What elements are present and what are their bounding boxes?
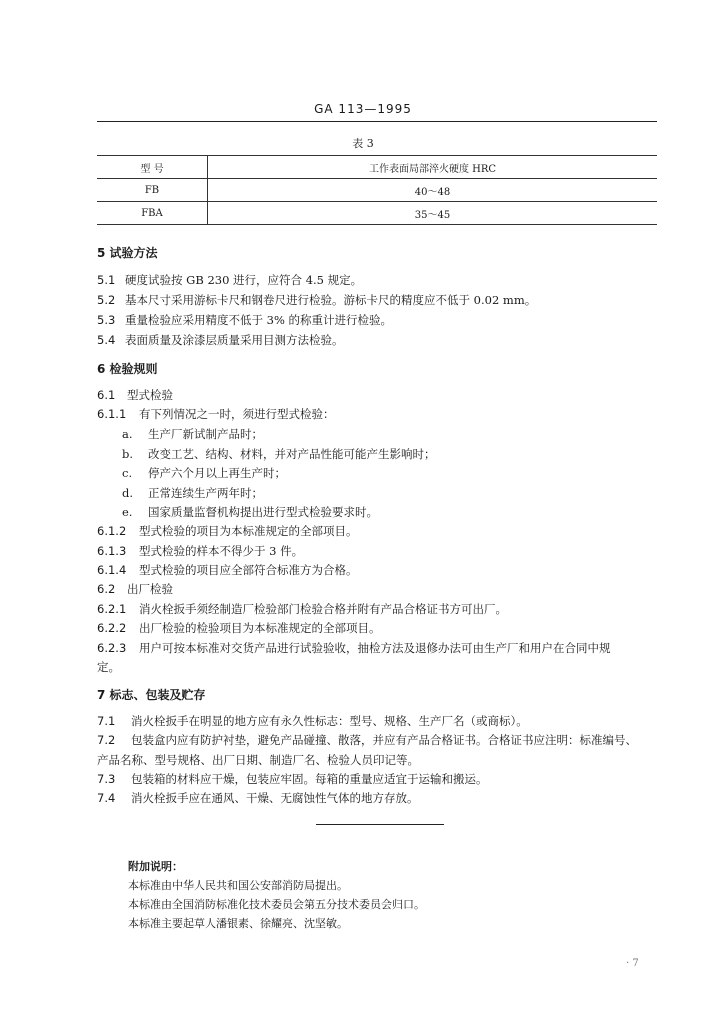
note-line: 本标准由中华人民共和国公安部消防局提出。 (128, 879, 348, 892)
note-line: 本标准由全国消防标准化技术委员会第五分技术委员会归口。 (128, 898, 425, 911)
list-item: a. 生产厂新试制产品时； (122, 427, 263, 441)
list-item: c. 停产六个月以上再生产时； (122, 466, 286, 480)
table-caption: 表 3 (352, 137, 374, 150)
clause-6-2-1: 6.2.1 消火栓扳手须经制造厂检验部门检验合格并附有产品合格证书方可出厂。 (97, 602, 507, 616)
clause-6-2-3: 6.2.3 用户可按本标准对交货产品进行试验验收，抽检方法及退修办法可由生产厂和用户在合同中规 (97, 641, 611, 655)
notes-title: 附加说明： (128, 860, 183, 873)
page-header: GA 113—1995 (314, 102, 412, 116)
table-header-row (97, 156, 657, 179)
clause-7-2: 7.2 包装盒内应有防护衬垫，避免产品碰撞、散落，并应有产品合格证书。合格证书应注明：标准编号、 (97, 733, 637, 747)
section-heading-6: 6 检验规则 (97, 362, 158, 376)
clause-6-1-4: 6.1.4 型式检验的项目应全部符合标准方为合格。 (97, 563, 358, 577)
section-heading-7: 7 标志、包装及贮存 (97, 688, 206, 702)
table-cell-model: FB (97, 179, 208, 202)
end-divider (316, 824, 444, 825)
table-row (97, 179, 657, 202)
list-item: d. 正常连续生产两年时； (122, 486, 263, 500)
clause-5-4: 5.4 表面质量及涂漆层质量采用目测方法检验。 (97, 333, 344, 347)
clause-6-1: 6.1 型式检验 (97, 388, 173, 402)
table-cell-hardness: 40～48 (208, 179, 658, 202)
table-header-model: 型 号 (97, 156, 208, 179)
clause-7-2-cont: 产品名称、型号规格、出厂日期、制造厂名、检验人员印记等。 (97, 753, 419, 767)
clause-6-1-2: 6.1.2 型式检验的项目为本标准规定的全部项目。 (97, 524, 358, 538)
table-header-hardness: 工作表面局部淬火硬度 HRC (208, 156, 658, 179)
clause-6-2: 6.2 出厂检验 (97, 582, 173, 596)
clause-7-4: 7.4 消火栓扳手应在通风、干燥、无腐蚀性气体的地方存放。 (97, 791, 419, 805)
clause-5-1: 5.1 硬度试验按 GB 230 进行，应符合 4.5 规定。 (97, 273, 363, 287)
header-rule (97, 121, 657, 122)
list-item: b. 改变工艺、结构、材料，并对产品性能可能产生影响时； (122, 447, 436, 461)
clause-5-2: 5.2 基本尺寸采用游标卡尺和钢卷尺进行检验。游标卡尺的精度应不低于 0.02 mm。 (97, 293, 537, 307)
clause-7-1: 7.1 消火栓扳手在明显的地方应有永久性标志：型号、规格、生产厂名（或商标）。 (97, 714, 528, 728)
clause-6-2-3-cont: 定。 (97, 660, 120, 674)
clause-7-3: 7.3 包装箱的材料应干燥，包装应牢固。每箱的重量应适宜于运输和搬运。 (97, 772, 488, 786)
clause-6-1-3: 6.1.3 型式检验的样本不得少于 3 件。 (97, 544, 304, 558)
clause-6-2-2: 6.2.2 出厂检验的检验项目为本标准规定的全部项目。 (97, 621, 381, 635)
page-number: · 7 (626, 958, 639, 969)
table-cell-model: FBA (97, 202, 208, 225)
clause-5-3: 5.3 重量检验应采用精度不低于 3% 的称重计进行检验。 (97, 313, 393, 327)
section-heading-5: 5 试验方法 (97, 246, 158, 260)
note-line: 本标准主要起草人潘银素、徐耀亮、沈坚敏。 (128, 917, 348, 930)
table-row (97, 202, 657, 225)
hardness-table (97, 155, 657, 225)
list-item: e. 国家质量监督机构提出进行型式检验要求时。 (122, 505, 378, 519)
clause-6-1-1: 6.1.1 有下列情况之一时，须进行型式检验： (97, 407, 335, 421)
table-cell-hardness: 35～45 (208, 202, 658, 225)
